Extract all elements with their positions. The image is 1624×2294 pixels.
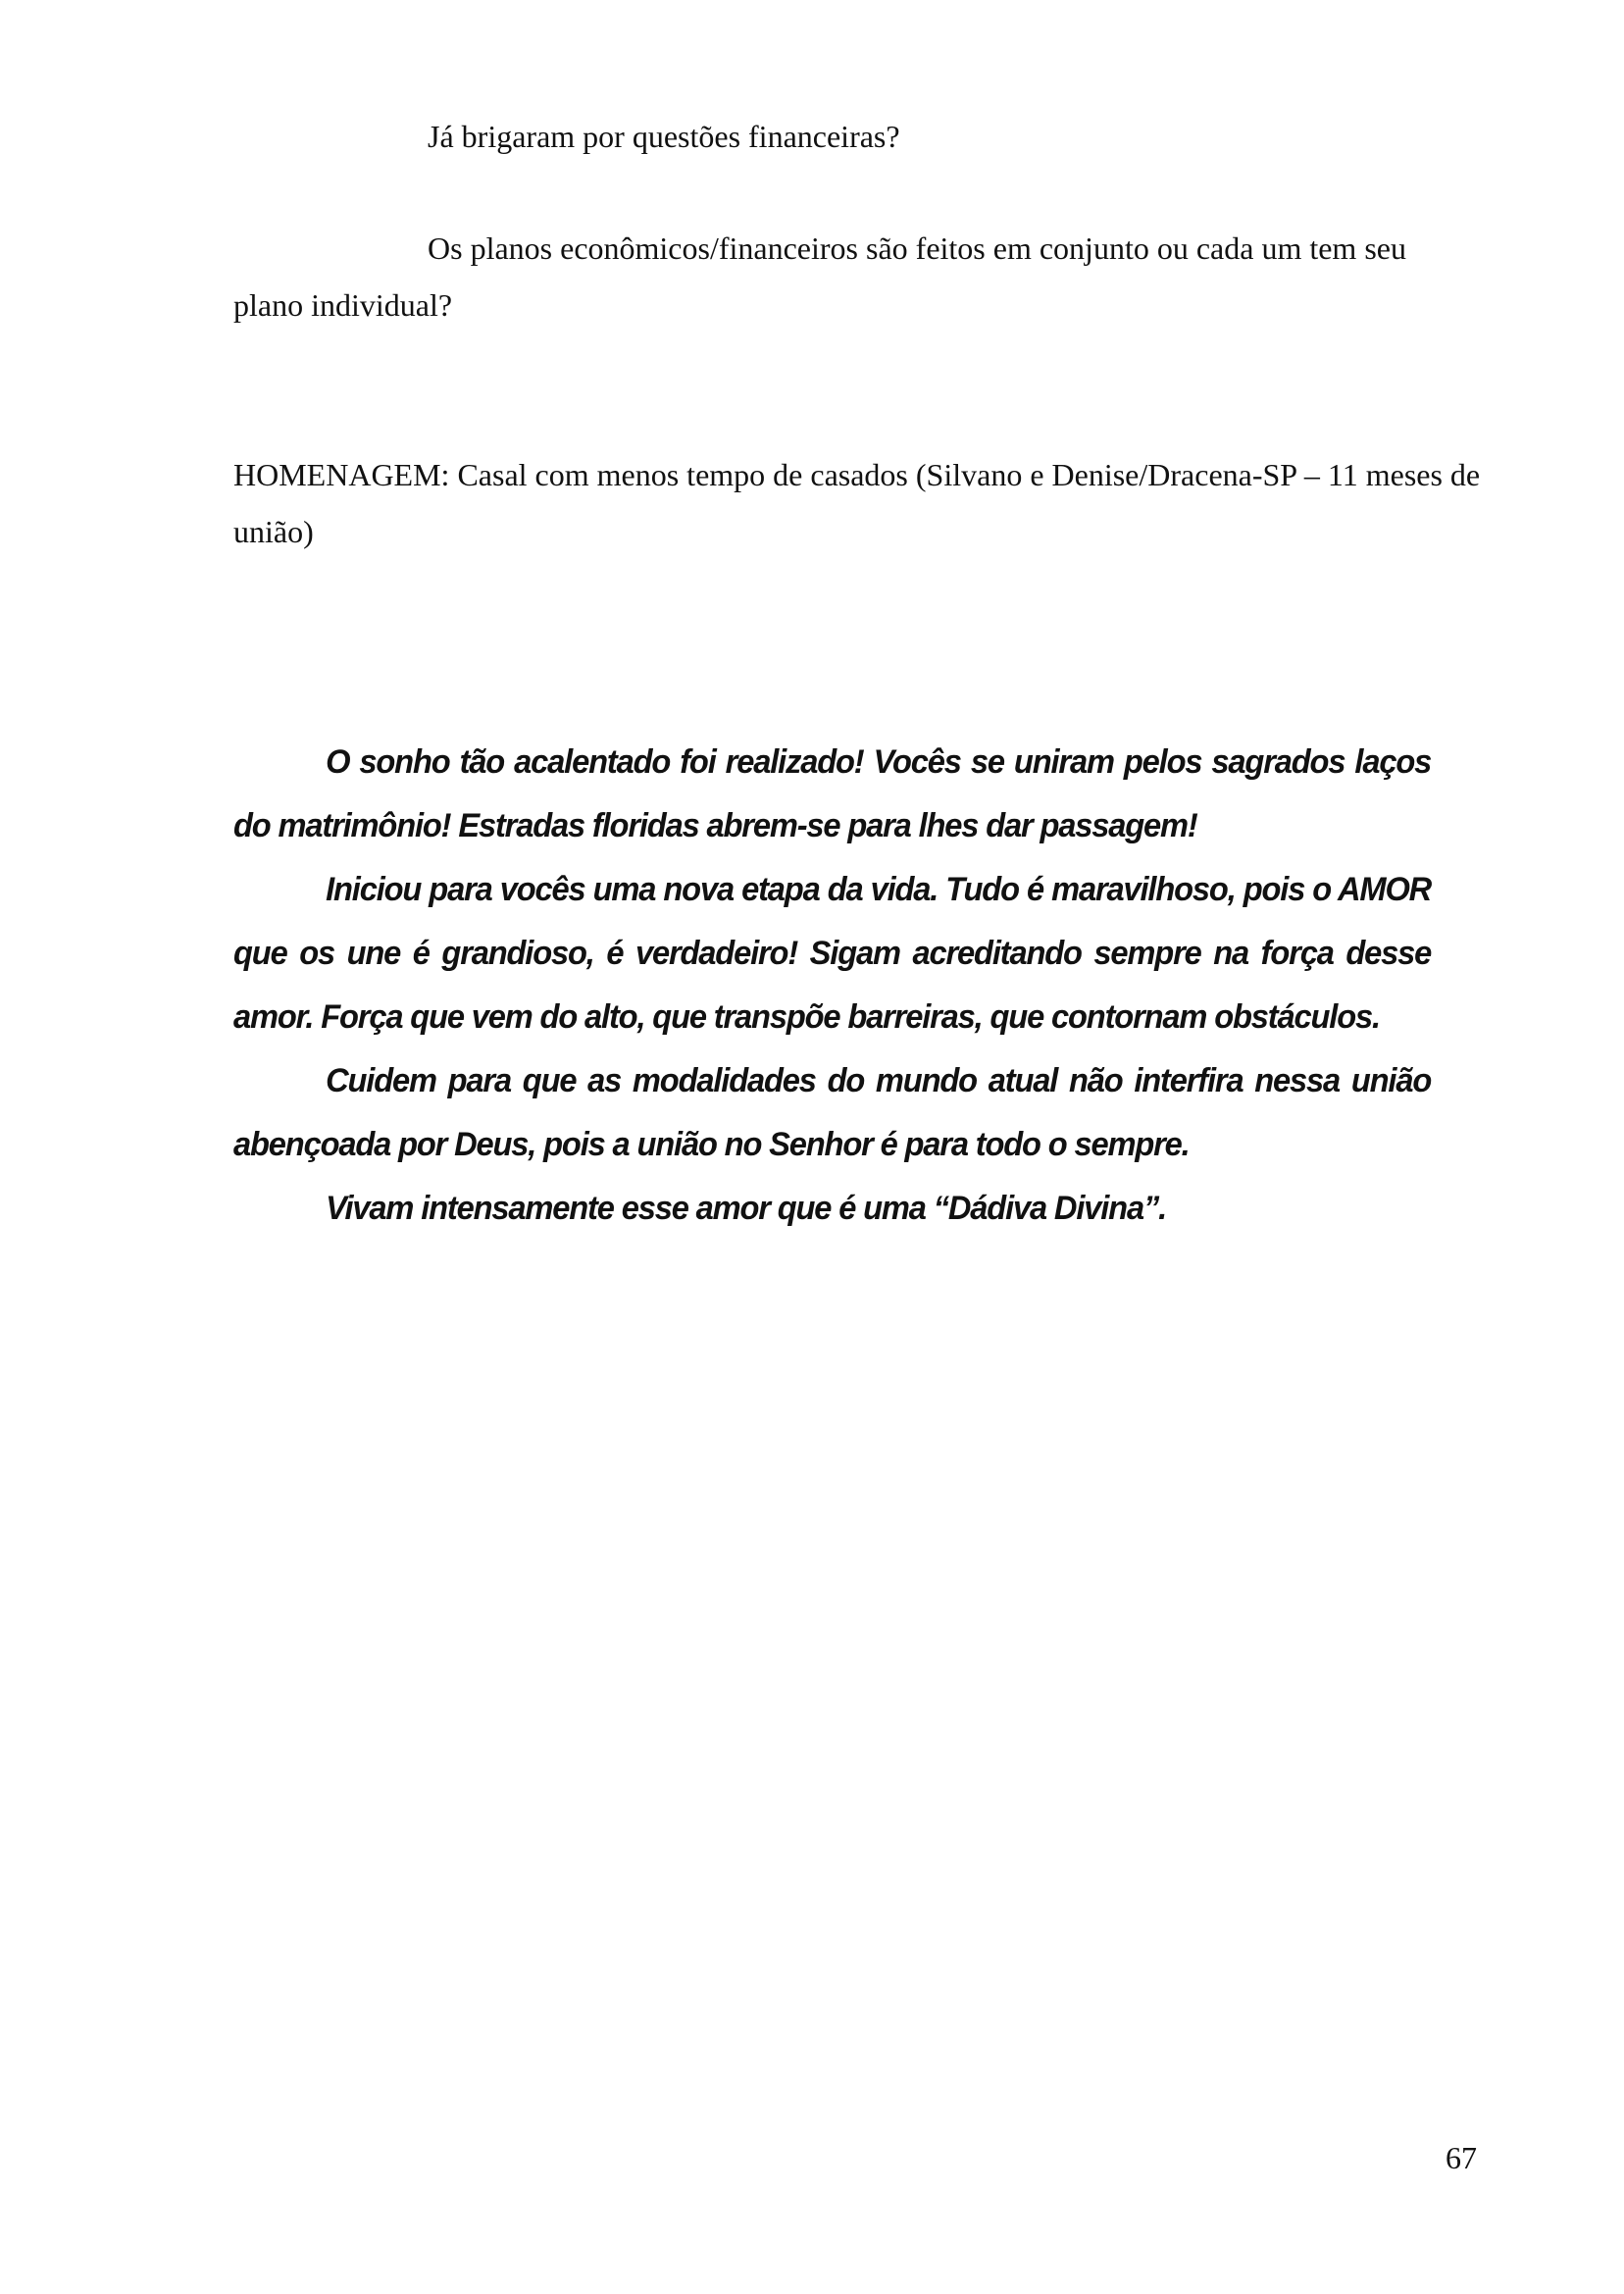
question-financial-plans: Os planos econômicos/financeiros são feitos em conjunto ou cada um tem seu plano individual? <box>233 230 1406 323</box>
homage-heading: HOMENAGEM: Casal com menos tempo de casados (Silvano e Denise/Dracena-SP – 11 meses de união) <box>233 457 1481 549</box>
message-paragraph: Cuidem para que as modalidades do mundo atual não interfira nessa união abençoada por Deus, pois a união no Senhor é para todo o sempre. <box>233 1062 1432 1163</box>
message-paragraph: Vivam intensamente esse amor que é uma “Dádiva Divina”. <box>326 1190 1167 1227</box>
message-paragraph: O sonho tão acalentado foi realizado! Vocês se uniram pelos sagrados laços do matrimônio! Estradas floridas abrem-se para lhes dar passagem! <box>233 743 1432 844</box>
message-paragraph: Iniciou para vocês uma nova etapa da vida. Tudo é maravilhoso, pois o AMOR que os une é grandioso, é verdadeiro! Sigam acreditando sempre na força desse amor. Força que vem do alto, que transpõe barreiras, que contornam obstáculos. <box>233 871 1432 1036</box>
page-number: 67 <box>1446 2140 1477 2175</box>
homage-message <box>233 731 1431 1241</box>
question-financial-fights: Já brigaram por questões financeiras? <box>428 119 900 154</box>
